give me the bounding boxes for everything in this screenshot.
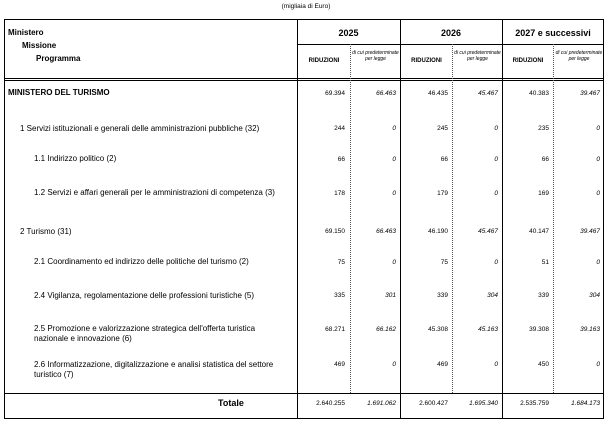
total-value: 1.691.062: [367, 400, 396, 407]
row-label: 2.6 Informatizzazione, digitalizzazione e analisi statistica del settore turistico (7): [34, 360, 274, 379]
riduzioni-2026: RIDUZIONI: [411, 58, 442, 64]
row-value: 39.467: [580, 90, 600, 97]
di-cui-2026: di cui predeterminate per legge: [454, 50, 501, 62]
row-value: 66.463: [376, 90, 396, 97]
row-value: 178: [334, 190, 345, 197]
total-value: 1.695.340: [469, 400, 498, 407]
row-value: 51: [541, 259, 549, 266]
row-value: 45.163: [478, 326, 498, 333]
row-value: 245: [437, 125, 448, 132]
row-label: 1 Servizi istituzionali e generali delle amministrazioni pubbliche (32): [20, 124, 260, 133]
row-value: 339: [538, 292, 549, 299]
row-label: 2 Turismo (31): [20, 227, 72, 236]
total-value: 2.600.427: [419, 400, 448, 407]
row-label: 1.1 Indirizzo politico (2): [34, 154, 117, 163]
row-value: 0: [392, 156, 396, 163]
row-value: 0: [596, 125, 600, 132]
row-value: 75: [440, 259, 448, 266]
col-divider: [297, 19, 298, 419]
row-value: 469: [334, 361, 345, 368]
row-value: 235: [538, 125, 549, 132]
row-value: 301: [385, 292, 396, 299]
row-value: 66.162: [376, 326, 396, 333]
col-divider: [400, 19, 401, 419]
row-value: 0: [596, 361, 600, 368]
table-frame: [4, 19, 604, 419]
row-value: 66: [541, 156, 549, 163]
year-2025: 2025: [338, 28, 359, 38]
header-programma: Programma: [36, 54, 81, 63]
total-label: Totale: [218, 398, 244, 408]
total-value: 2.640.255: [316, 400, 345, 407]
row-value: 0: [392, 259, 396, 266]
riduzioni-2027: RIDUZIONI: [512, 58, 544, 64]
row-label: 2.5 Promozione e valorizzazione strategica dell'offerta turistica nazionale e innovazione (6): [34, 324, 256, 343]
header-divider-double: [4, 80, 604, 81]
row-value: 66: [337, 156, 345, 163]
row-label: 1.2 Servizi e affari generali per le amministrazioni di competenza (3): [34, 188, 275, 197]
row-value: 304: [589, 292, 600, 299]
year-divider: [297, 44, 604, 45]
row-value: 0: [392, 190, 396, 197]
row-value: 45.467: [478, 90, 498, 97]
unit-note: (migliaia di Euro): [281, 3, 331, 10]
header-missione: Missione: [22, 41, 57, 50]
row-value: 179: [437, 190, 448, 197]
row-value: 45.467: [478, 228, 498, 235]
row-value: 0: [494, 156, 498, 163]
row-value: 304: [487, 292, 498, 299]
row-value: 66: [440, 156, 448, 163]
header-divider: [4, 78, 604, 79]
row-value: 169: [538, 190, 549, 197]
header-ministero: Ministero: [8, 28, 44, 37]
di-cui-2027: di cui predeterminate per legge: [555, 50, 603, 62]
row-value: 39.308: [529, 326, 549, 333]
row-value: 0: [494, 259, 498, 266]
row-value: 45.308: [428, 326, 448, 333]
row-value: 40.383: [529, 90, 549, 97]
row-value: 0: [596, 156, 600, 163]
di-cui-2025: di cui predeterminate per legge: [352, 50, 399, 62]
row-label: 2.1 Coordinamento ed indirizzo delle politiche del turismo (2): [34, 257, 249, 266]
row-value: 0: [494, 125, 498, 132]
row-value: 469: [437, 361, 448, 368]
row-value: 0: [596, 259, 600, 266]
row-value: 39.467: [580, 228, 600, 235]
row-value: 46.435: [428, 90, 448, 97]
riduzioni-2025: RIDUZIONI: [308, 58, 340, 64]
row-label: 2.4 Vigilanza, regolamentazione delle professioni turistiche (5): [34, 291, 254, 300]
total-value: 1.684.173: [571, 400, 600, 407]
row-value: 0: [392, 125, 396, 132]
row-value: 450: [538, 361, 549, 368]
row-value: 46.190: [428, 228, 448, 235]
row-label: MINISTERO DEL TURISMO: [8, 88, 110, 97]
row-value: 0: [596, 190, 600, 197]
row-value: 68.271: [325, 326, 345, 333]
row-value: 339: [437, 292, 448, 299]
total-divider: [4, 393, 604, 394]
row-value: 39.163: [580, 326, 600, 333]
year-2026: 2026: [440, 28, 462, 38]
row-value: 66.463: [376, 228, 396, 235]
year-2027: 2027 e successivi: [515, 28, 591, 38]
row-value: 69.150: [325, 228, 345, 235]
row-value: 335: [334, 292, 345, 299]
row-value: 40.147: [529, 228, 549, 235]
row-value: 0: [494, 190, 498, 197]
total-value: 2.535.759: [520, 400, 549, 407]
col-divider: [502, 19, 503, 419]
row-value: 0: [392, 361, 396, 368]
row-value: 0: [494, 361, 498, 368]
row-value: 75: [337, 259, 345, 266]
row-value: 244: [334, 125, 345, 132]
row-value: 69.394: [325, 90, 345, 97]
